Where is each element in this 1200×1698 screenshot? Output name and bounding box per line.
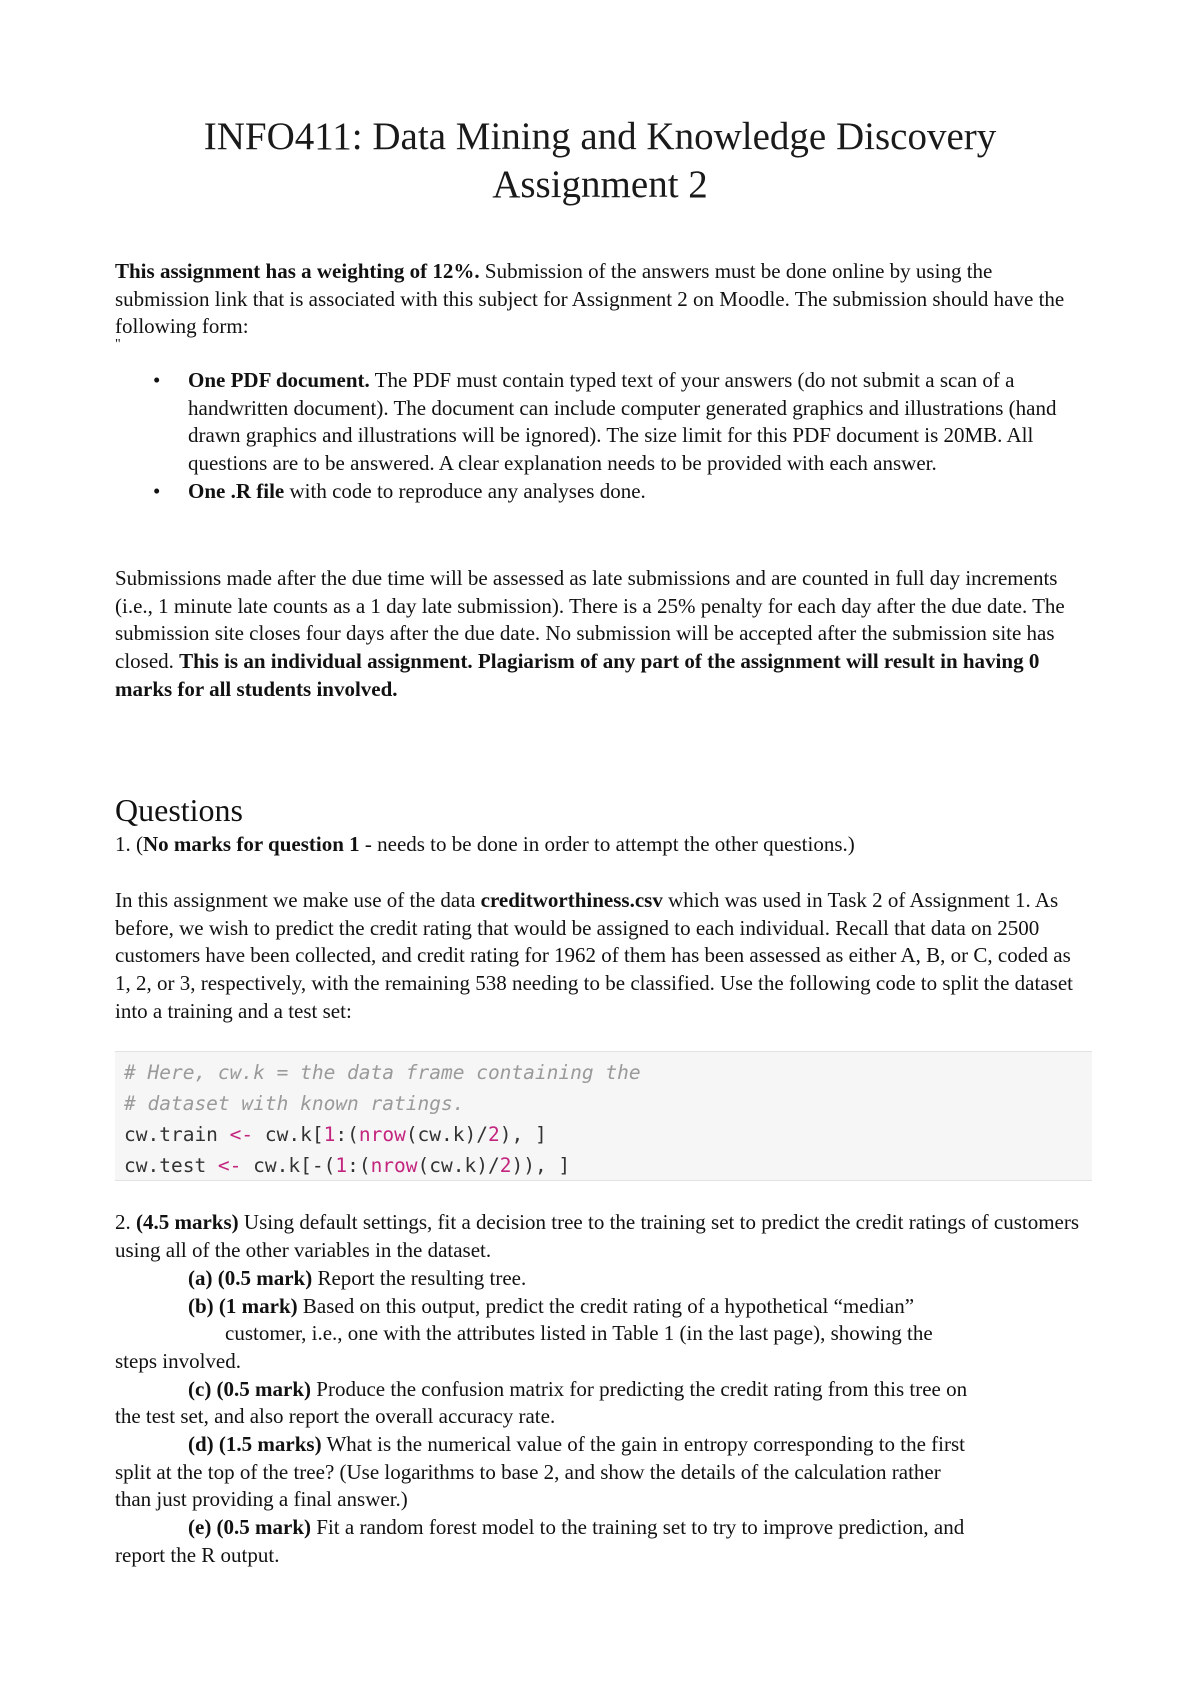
late-policy-text: Submissions made after the due time will be assessed as late submissions and are counted in full day increments (i.e., 1 minute late counts as a 1 day late submission). There is a 25% penalty for each day after the due date. The submission site closes four days after the due date. No submission will be accepted after the submission site has closed. — [115, 566, 1065, 674]
question-2 — [115, 1209, 1085, 1264]
q2-text: Using default settings, fit a decision tree to the training set to predict the credit ratings of customers using all of the other variables in the dataset. — [115, 1210, 1080, 1262]
q2-part-d-cont2: than just providing a final answer.) — [115, 1487, 408, 1511]
document-title — [0, 113, 1200, 209]
bullet-glyph: • — [153, 368, 161, 392]
data-post: which was used in Task 2 of Assignment 1. As before, we wish to predict the credit rating that would be assigned to each individual. Recall that data on 2500 customers have been collected, and credit rating for 1962 of them has been assessed as either A, B, or C, coded as 1, 2, or 3, respectively, with the remaining 538 needing to be classified. Use the following code to split the dataset into a training and a test set: — [115, 888, 1073, 1023]
requirement-1-text: The PDF must contain typed text of your answers (do not submit a scan of a handwritten document). The document can include computer generated graphics and illustrations (hand drawn graphics and illustrations will be ignored). The size limit for this PDF document is 20MB. All questions are to be answered. A clear explanation needs to be provided with each answer. — [188, 368, 1057, 476]
questions-heading: Questions — [115, 792, 243, 828]
r-code-block — [115, 1051, 1092, 1181]
q2-part-b-cont: customer, i.e., one with the attributes listed in Table 1 (in the last page), showing the — [225, 1321, 933, 1345]
weighting-statement: This assignment has a weighting of 12%. — [115, 259, 480, 283]
q2-part-a: (a) (0.5 mark) Report the resulting tree. — [188, 1266, 527, 1290]
q2-part-e-cont: report the R output. — [115, 1543, 280, 1567]
q2-marks: (4.5 marks) — [136, 1210, 239, 1234]
q1-number: 1. ( — [115, 832, 143, 856]
code-line-test: cw.test <- cw.k[-(1:(nrow(cw.k)/2)), ] — [124, 1154, 571, 1177]
q2-part-b: (b) (1 mark) Based on this output, predict the credit rating of a hypothetical “median” — [188, 1294, 915, 1318]
plagiarism-statement: This is an individual assignment. Plagiarism of any part of the assignment will result in having 0 marks for all students involved. — [115, 649, 1040, 701]
q2-part-d-cont: split at the top of the tree? (Use logarithms to base 2, and show the details of the calculation rather — [115, 1460, 941, 1484]
q2-part-c-cont: the test set, and also report the overall accuracy rate. — [115, 1404, 556, 1428]
requirement-1-bold: One PDF document. — [188, 368, 370, 392]
q2-part-d: (d) (1.5 marks) What is the numerical value of the gain in entropy corresponding to the first — [188, 1432, 966, 1456]
list-item — [115, 367, 1085, 478]
q1-bold: No marks for question 1 — [143, 832, 360, 856]
question-1 — [115, 831, 1085, 859]
data-paragraph — [115, 887, 1085, 1026]
requirement-2-text: with code to reproduce any analyses done. — [284, 478, 646, 503]
late-policy-paragraph — [115, 565, 1085, 704]
code-line-train: cw.train <- cw.k[1:(nrow(cw.k)/2), ] — [124, 1123, 547, 1146]
data-pre: In this assignment we make use of the data — [115, 888, 481, 912]
bullet-glyph: • — [153, 478, 161, 503]
title-line-2: Assignment 2 — [492, 163, 708, 206]
code-comment-2: # dataset with known ratings. — [124, 1092, 465, 1115]
intro-paragraph — [115, 258, 1085, 341]
q2-part-b-cont2: steps involved. — [115, 1349, 241, 1373]
title-line-1: INFO411: Data Mining and Knowledge Discovery — [203, 115, 997, 158]
q2-number: 2. — [115, 1210, 136, 1234]
submission-requirements-list — [115, 367, 1085, 506]
intro-text: Submission of the answers must be done online by using the submission link that is associated with this subject for Assignment 2 on Moodle. The submission should have the following form: — [115, 259, 1065, 339]
q1-text: - needs to be done in order to attempt the other questions.) — [359, 832, 855, 856]
list-item — [115, 478, 1085, 506]
dataset-filename: creditworthiness.csv — [480, 888, 663, 912]
stray-quote-mark: " — [115, 337, 121, 352]
requirement-2-bold: One .R file — [188, 478, 285, 503]
q2-part-e: (e) (0.5 mark) Fit a random forest model to the training set to try to improve prediction, and — [188, 1515, 965, 1539]
code-comment-1: # Here, cw.k = the data frame containing the — [124, 1061, 641, 1084]
q2-part-c: (c) (0.5 mark) Produce the confusion matrix for predicting the credit rating from this tree on — [188, 1377, 968, 1401]
